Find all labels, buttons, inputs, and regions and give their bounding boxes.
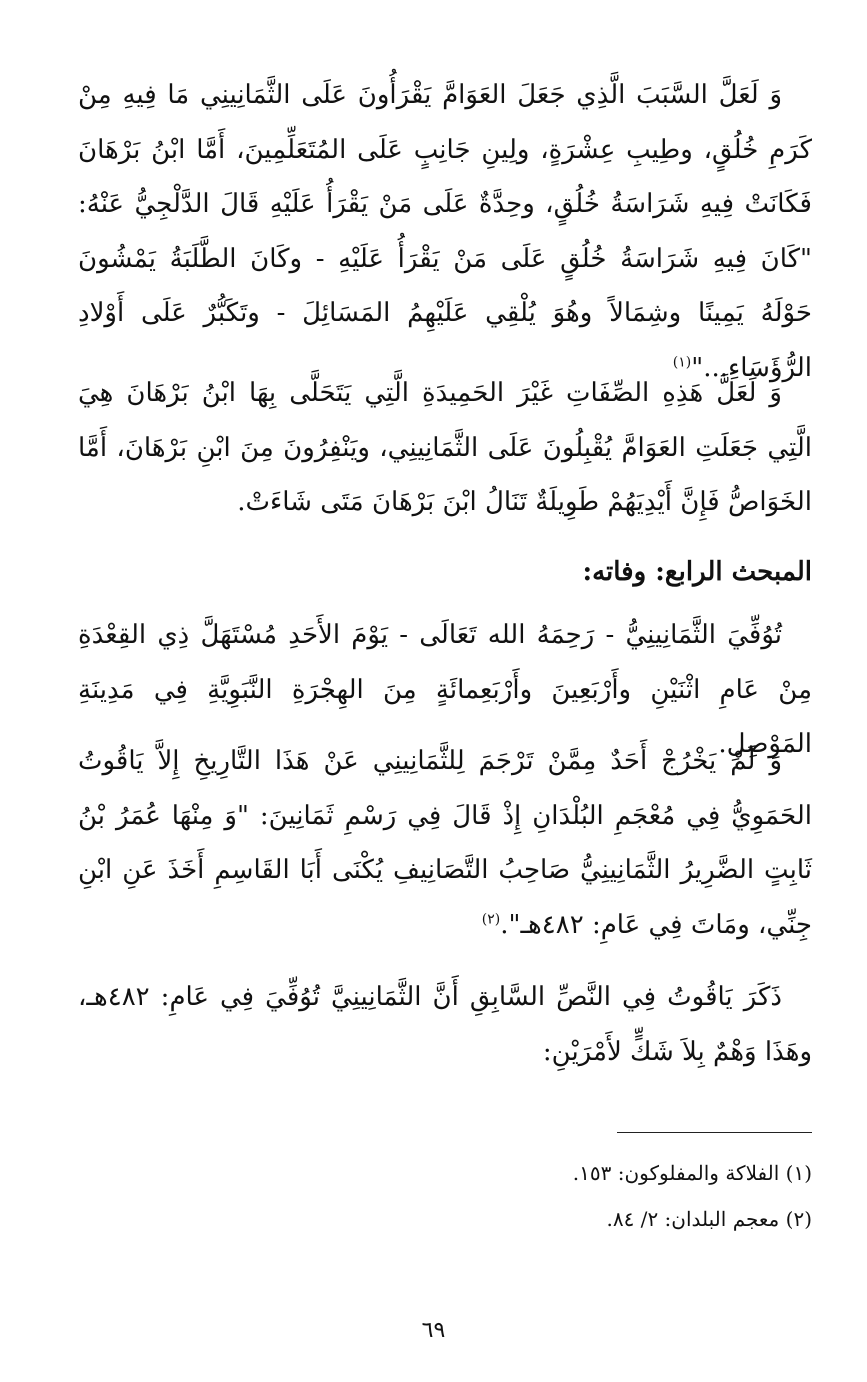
paragraph-4	[78, 734, 812, 952]
paragraph-3-text: تُوُفِّيَ الثَّمَانِينِيُّ - رَحِمَهُ الله تَعَالَى - يَوْمَ الأَحَدِ مُسْتَهَلَّ ذِي القِعْدَةِ مِنْ عَامِ اثْنَيْنِ وأَرْبَعِينَ وأَرْبَعِمائَةٍ مِنَ الهِجْرَةِ النَّبَوِيَّةِ فِي مَدِينَةِ المَوْصِلِ.	[78, 620, 812, 759]
paragraph-1-text: وَ لَعَلَّ السَّبَبَ الَّذِي جَعَلَ العَوَامَّ يَقْرَأُونَ عَلَى الثَّمَانِينِي مَا فِيهِ مِنْ كَرَمِ خُلُقٍ، وطِيبِ عِشْرَةٍ، ولِينِ جَانِبٍ عَلَى المُتَعَلِّمِينَ، أَمَّا ابْنُ بَرْهَانَ فَكَانَتْ فِيهِ شَرَاسَةُ خُلُقٍ، وحِدَّةٌ عَلَى مَنْ يَقْرَأُ عَلَيْهِ قَالَ الدَّلْجِيُّ عَنْهُ: "كَانَ فِيهِ شَرَاسَةُ خُلُقٍ عَلَى مَنْ يَقْرَأُ عَلَيْهِ - وكَانَ الطَّلَبَةُ يَمْشُونَ حَوْلَهُ يَمِينًا وشِمَالاً وهُوَ يُلْقِي عَلَيْهِمُ المَسَائِلَ - وتَكَبُّرٌ عَلَى أَوْلادِ الرُّؤَسَاءِ..."	[78, 80, 812, 383]
footnote-divider	[617, 1132, 812, 1133]
footnote-2: (٢) معجم البلدان: ٢/ ٨٤.	[606, 1207, 812, 1231]
footnote-ref-1: (١)	[672, 353, 692, 370]
footnotes	[78, 1150, 812, 1242]
paragraph-2-text: وَ لَعَلَّ هَذِهِ الصِّفَاتِ غَيْرَ الحَمِيدَةِ الَّتِي يَتَحَلَّى بِهَا ابْنُ بَرْهَانَ هِيَ الَّتِي جَعَلَتِ العَوَامَّ يُقْبِلُونَ عَلَى الثَّمَانِينِي، ويَنْفِرُونَ مِنَ ابْنِ بَرْهَانَ، أَمَّا الخَوَاصُّ فَإِنَّ أَيْدِيَهُمْ طَوِيلَةٌ تَنَالُ ابْنَ بَرْهَانَ مَتَى شَاءَتْ.	[78, 378, 812, 517]
paragraph-5-text: ذَكَرَ يَاقُوتُ فِي النَّصِّ السَّابِقِ أَنَّ الثَّمَانِينِيَّ تُوُفِّيَ فِي عَامِ: ٤٨٢هـ، وهَذَا وَهْمٌ بِلاَ شَكٍّ لأَمْرَيْنِ:	[78, 982, 812, 1067]
footnote-1: (١) الفلاكة والمفلوكون: ١٥٣.	[572, 1161, 812, 1185]
section-heading: المبحث الرابع: وفاته:	[582, 557, 812, 587]
page-number: ٦٩	[421, 1318, 446, 1343]
paragraph-1	[78, 68, 812, 395]
footnote-ref-2: (٢)	[481, 910, 501, 927]
paragraph-5	[78, 970, 812, 1079]
paragraph-2	[78, 366, 812, 530]
paragraph-4-text: وَ لَمْ يَخْرُجْ أَحَدٌ مِمَّنْ تَرْجَمَ لِلثَّمَانِينِي عَنْ هَذَا التَّارِيخِ إِلاَّ يَاقُوتُ الحَمَوِيُّ فِي مُعْجَمِ البُلْدَانِ إِذْ قَالَ فِي رَسْمِ ثَمَانِينَ: "وَ مِنْهَا عُمَرُ بْنُ ثَابِتٍ الضَّرِيرُ الثَّمَانِينِيُّ صَاحِبُ التَّصَانِيفِ يُكْنَى أَبَا القَاسِمِ أَخَذَ عَنِ ابْنِ جِنِّي، ومَاتَ فِي عَامِ: ٤٨٢هـ".	[78, 746, 812, 940]
